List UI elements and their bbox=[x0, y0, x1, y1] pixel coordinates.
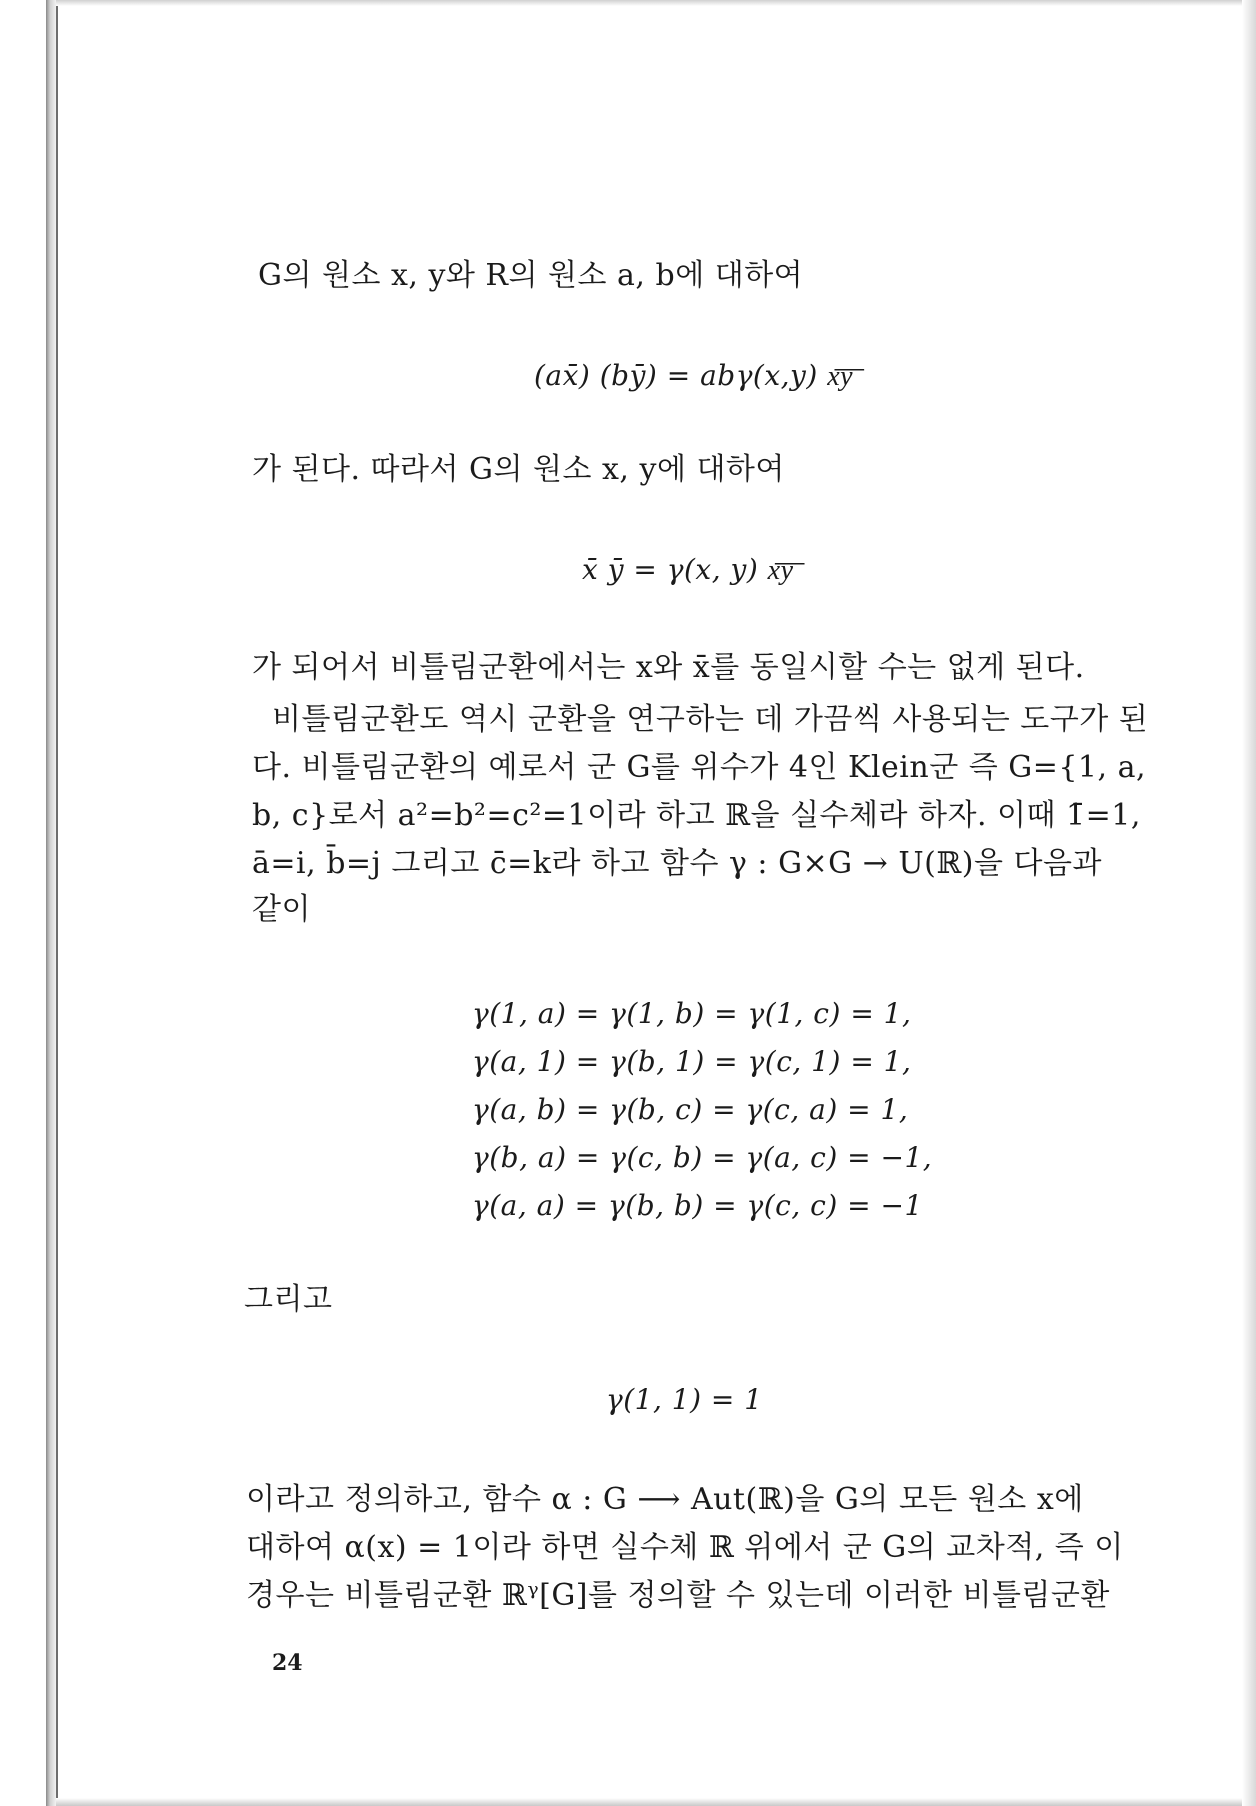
page-number: 24 bbox=[272, 1650, 303, 1676]
text-line-7: ā=i, b̄=j 그리고 c̄=k라 하고 함수 γ : G×G → U(ℝ)을 다음과 bbox=[252, 846, 1102, 881]
gamma-row-5: γ(a, a) = γ(b, b) = γ(c, c) = −1 bbox=[472, 1189, 923, 1222]
binding-edge bbox=[56, 0, 58, 1806]
gamma-row-1: γ(1, a) = γ(1, b) = γ(1, c) = 1, bbox=[472, 997, 912, 1030]
page-right-shadow bbox=[1242, 0, 1256, 1806]
formula-product: (ax̄) (bȳ) = abγ(x,y) x͞y͞ bbox=[534, 359, 854, 392]
gamma-row-2: γ(a, 1) = γ(b, 1) = γ(c, 1) = 1, bbox=[472, 1045, 912, 1078]
text-line-9: 그리고 bbox=[244, 1282, 333, 1317]
page-top-edge bbox=[56, 0, 1256, 6]
text-line-8: 같이 bbox=[252, 892, 311, 927]
text-line-12: 경우는 비틀림군환 ℝᵞ[G]를 정의할 수 있는데 이러한 비틀림군환 bbox=[246, 1578, 1110, 1613]
text-line-3: 가 되어서 비틀림군환에서는 x와 x̄를 동일시할 수는 없게 된다. bbox=[252, 650, 1085, 685]
text-line-11: 대하여 α(x) = 1이라 하면 실수체 ℝ 위에서 군 G의 교차적, 즉 이 bbox=[246, 1530, 1124, 1565]
page-bottom-edge bbox=[56, 1798, 1256, 1806]
text-line-2: 가 된다. 따라서 G의 원소 x, y에 대하여 bbox=[252, 452, 785, 487]
gamma-row-3: γ(a, b) = γ(b, c) = γ(c, a) = 1, bbox=[472, 1093, 909, 1126]
formula-xbar-ybar: x̄ ȳ = γ(x, y) x͞y͞ bbox=[582, 553, 794, 586]
text-line-6: b, c}로서 a²=b²=c²=1이라 하고 ℝ을 실수체라 하자. 이때 1̄=1, bbox=[252, 798, 1141, 833]
text-line-1: G의 원소 x, y와 R의 원소 a, b에 대하여 bbox=[258, 258, 804, 293]
text-line-5: 다. 비틀림군환의 예로서 군 G를 위수가 4인 Klein군 즉 G={1, a, bbox=[252, 750, 1146, 785]
gamma-row-4: γ(b, a) = γ(c, b) = γ(a, c) = −1, bbox=[472, 1141, 933, 1174]
book-binding bbox=[46, 0, 56, 1806]
text-line-10: 이라고 정의하고, 함수 α : G ⟶ Aut(ℝ)을 G의 모든 원소 x에 bbox=[246, 1482, 1084, 1517]
text-line-4: 비틀림군환도 역시 군환을 연구하는 데 가끔씩 사용되는 도구가 된 bbox=[272, 702, 1149, 737]
formula-gamma-11: γ(1, 1) = 1 bbox=[606, 1383, 763, 1416]
